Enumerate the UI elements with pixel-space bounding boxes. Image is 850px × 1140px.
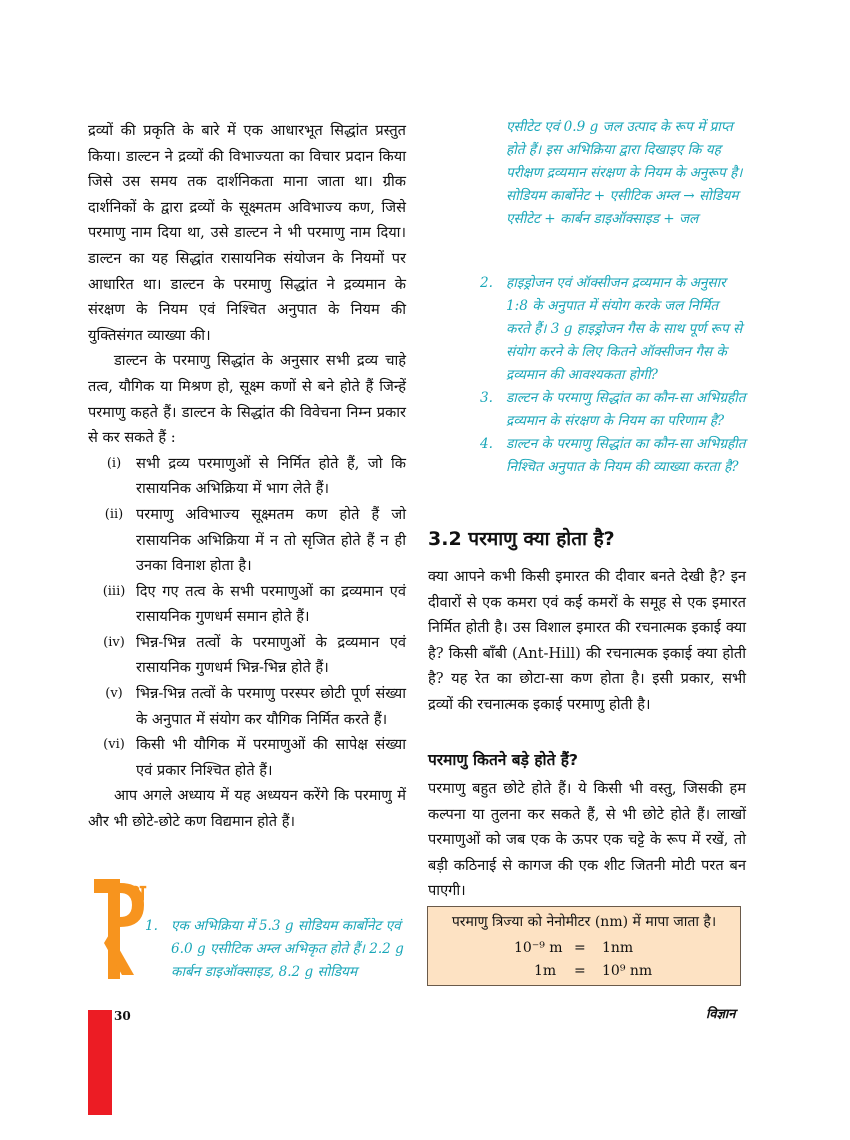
left-paragraph-3: आप अगले अध्याय में यह अध्ययन करेंगे कि परमाणु में और भी छोटे-छोटे कण विद्यमान होते हैं। (88, 787, 406, 831)
list-item: (iv) भिन्न-भिन्न तत्वों के परमाणुओं के द्रव्यमान एवं रासायनिक गुणधर्म भिन्न-भिन्न होते हैं। (103, 633, 406, 677)
question-1-continued: एसीटेट एवं 0.9 g जल उत्पाद के रूप में प्राप्त होते हैं। इस अभिक्रिया द्वारा दिखाइए कि यह परीक्षण द्रव्यमान संरक्षण के नियम के अनुरूप है। सोडियम कार्बोनेट + एसीटिक अम्ल → सोडियम एसीटेट + कार्बन डाइऑक्साइड + जल (428, 116, 746, 231)
list-item: (v) भिन्न-भिन्न तत्वों के परमाणु परस्पर छोटी पूर्ण संख्या के अनुपात में संयोग कर यौगिक निर्मित करते हैं। (105, 685, 406, 728)
list-item: (iii) दिए गए तत्व के सभी परमाणुओं का द्रव्यमान एवं रासायनिक गुणधर्म समान होते हैं। (102, 582, 406, 626)
list-item: (i) सभी द्रव्य परमाणुओं से निर्मित होते हैं, जो कि रासायनिक अभिक्रिया में भाग लेते हैं। (106, 454, 406, 498)
list-item: (vi) किसी भी यौगिक में परमाणुओं की सापेक्ष संख्या एवं प्रकार निश्चित होते हैं। (103, 736, 406, 779)
section-heading: 3.2 परमाणु क्या होता है? (428, 528, 615, 550)
question-1: 1. एक अभिक्रिया में 5.3 g सोडियम कार्बोनेट एवं 6.0 g एसीटिक अम्ल अभिकृत होते हैं। 2.2 g कार्बन डाइऑक्साइड, 8.2 g सोडियम (145, 918, 404, 980)
chemical-equation: सोडियम कार्बोनेट + एसीटिक अम्ल → सोडियम एसीटेट + कार्बन डाइऑक्साइड + जल (506, 188, 739, 227)
list-item: 2. हाइड्रोजन एवं ऑक्सीजन द्रव्यमान के अनुसार 1:8 के अनुपात में संयोग करके जल निर्मित करते हैं। 3 g हाइड्रोजन गैस के साथ पूर्ण रूप से संयोग करने के लिए कितने ऑक्सीजन गैस के द्रव्यमान की आवश्यकता होगी? (480, 275, 743, 383)
atomic-radius-infobox: परमाणु त्रिज्या को नेनोमीटर (nm) में मापा जाता है। 10⁻⁹ m = 1nm 1m = 10⁹ nm (427, 906, 741, 986)
dalton-postulates-list (88, 451, 406, 784)
infobox-text: परमाणु त्रिज्या को नेनोमीटर (nm) में मापा जाता है। (451, 914, 717, 930)
left-paragraph-2: डाल्टन के परमाणु सिद्धांत के अनुसार सभी द्रव्य चाहे तत्व, यौगिक या मिश्रण हो, सूक्ष्म कणों से बने होते हैं जिन्हें परमाणु कहते हैं। डाल्टन के सिद्धांत की विवेचना निम्न प्रकार से कर सकते हैं : (88, 352, 406, 447)
section-paragraph-2: परमाणु बहुत छोटे होते हैं। ये किसी भी वस्तु, जिसकी हम कल्पना या तुलना कर सकते हैं, से भी छोटे होते हैं। लाखों परमाणुओं को जब एक के ऊपर एक चट्टे के रूप में रखें, तो बड़ी कठिनाई से कागज की एक शीट जितनी मोटी परत बन पाएगी। (428, 780, 746, 900)
question-list (428, 272, 746, 479)
list-item: 3. डाल्टन के परमाणु सिद्धांत का कौन-सा अभिग्रहीत द्रव्यमान के संरक्षण के नियम का परिणाम है? (480, 390, 746, 429)
question-label: श्न (130, 881, 146, 906)
left-column (88, 118, 406, 835)
list-item: (ii) परमाणु अविभाज्य सूक्ष्मतम कण होते हैं जो रासायनिक अभिक्रिया में न तो सृजित होते हैं न ही उनका विनाश होता है। (104, 505, 406, 575)
red-sidebar-marker (88, 1010, 112, 1115)
section-subheading: परमाणु कितने बड़े होते हैं? (428, 751, 579, 769)
book-title: विज्ञान (706, 1007, 736, 1022)
left-paragraph-1: द्रव्यों की प्रकृति के बारे में एक आधारभूत सिद्धांत प्रस्तुत किया। डाल्टन ने द्रव्यों की विभाज्यता का विचार प्रदान किया जिसे उस समय तक दार्शनिकता माना जाता था। ग्रीक दार्शनिकों के द्वारा द्रव्यों के सूक्ष्मतम अविभाज्य कण, जिसे परमाणु नाम दिया था, उसे डाल्टन ने भी परमाणु नाम दिया। डाल्टन का यह सिद्धांत रासायनिक संयोजन के नियमों पर आधारित था। डाल्टन के परमाणु सिद्धांत ने द्रव्यमान के संरक्षण के नियम एवं निश्चित अनुपात के नियम की युक्तिसंगत व्याख्या की। (88, 122, 406, 344)
page-number: 30 (114, 1009, 131, 1023)
list-item: 4. डाल्टन के परमाणु सिद्धांत का कौन-सा अभिग्रहीत निश्चित अनुपात के नियम की व्याख्या करता है? (480, 436, 746, 475)
section-paragraph-1: क्या आपने कभी किसी इमारत की दीवार बनते देखी है? इन दीवारों से एक कमरा एवं कई कमरों के समूह से एक इमारत निर्मित होती है। उस विशाल इमारत की रचनात्मक इकाई क्या है? किसी बाँबी (Ant-Hill) की रचनात्मक इकाई क्या होती है? यह रेत का छोटा-सा कण होता है। इसी प्रकार, सभी द्रव्यों की रचनात्मक इकाई परमाणु होती है। (428, 568, 746, 713)
